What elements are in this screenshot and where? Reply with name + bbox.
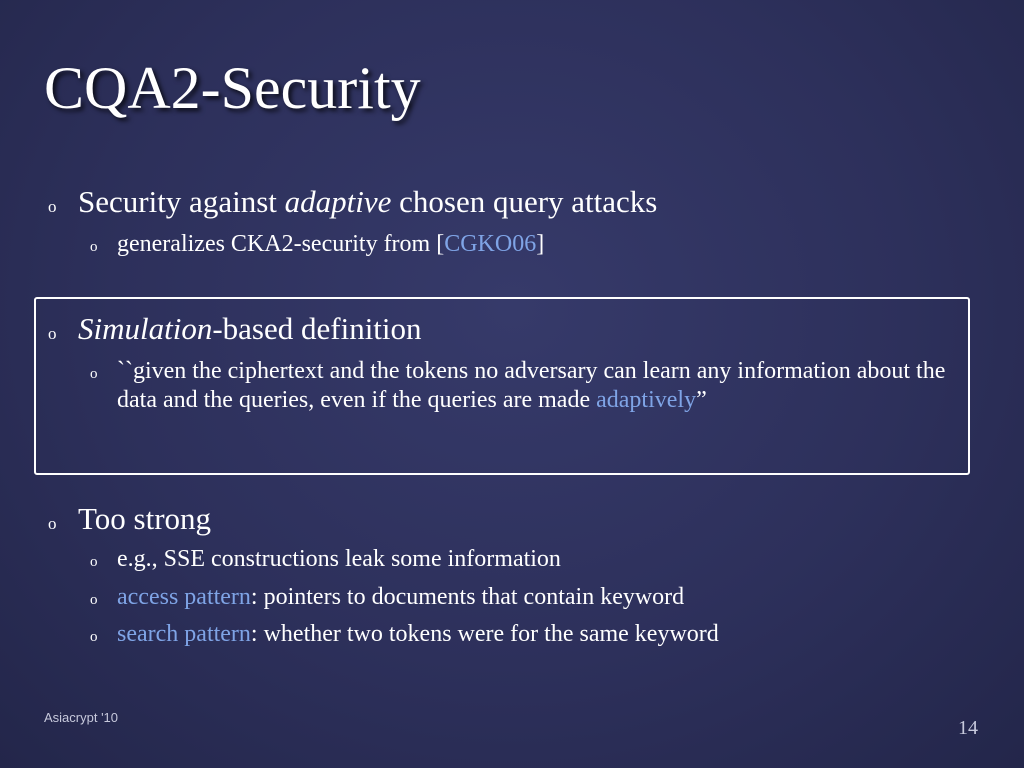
bullet-text: e.g., SSE constructions leak some information <box>117 546 561 572</box>
bullet-text: access pattern: pointers to documents that contain keyword <box>117 584 685 610</box>
sub-bullet-definition-quote <box>90 357 950 415</box>
bullet-marker: o <box>48 514 57 533</box>
sub-bullet-search-pattern <box>90 620 950 652</box>
bullet-marker: o <box>48 324 57 343</box>
emphasis-simulation: Simulation <box>78 311 213 346</box>
sub-bullet-access-pattern <box>90 583 950 615</box>
bullet-text: generalizes CKA2-security from [CGKO06] <box>117 231 545 257</box>
page-number: 14 <box>958 717 978 739</box>
emphasis-adaptive: adaptive <box>284 184 392 219</box>
bullet-text: Too strong <box>78 501 212 536</box>
bullet-text: ``given the ciphertext and the tokens no adversary can learn any information about the data and the queries, even if the queries are made adaptively” <box>117 358 946 413</box>
bullet-marker: o <box>90 366 98 382</box>
bullet-text: search pattern: whether two tokens were for the same keyword <box>117 621 719 647</box>
bullet-simulation-based-definition <box>48 311 422 352</box>
bullet-marker: o <box>90 239 98 255</box>
bullet-marker: o <box>48 197 57 216</box>
citation-link[interactable]: CGKO06 <box>444 231 537 257</box>
bullet-too-strong <box>48 501 211 542</box>
bullet-text: Simulation-based definition <box>78 311 422 346</box>
bullet-marker: o <box>90 629 98 645</box>
term-access-pattern: access pattern <box>117 584 251 610</box>
bullet-security-against-adaptive <box>48 184 657 225</box>
bullet-marker: o <box>90 592 98 608</box>
sub-bullet-sse-leak <box>90 545 950 577</box>
bullet-text: Security against adaptive chosen query attacks <box>78 184 658 219</box>
highlight-adaptively: adaptively <box>596 387 697 413</box>
slide-title: CQA2-Security <box>44 55 421 121</box>
footer-conference: Asiacrypt '10 <box>44 710 119 725</box>
bullet-marker: o <box>90 554 98 570</box>
sub-bullet-generalizes-cka2 <box>90 230 950 262</box>
term-search-pattern: search pattern <box>117 621 251 647</box>
